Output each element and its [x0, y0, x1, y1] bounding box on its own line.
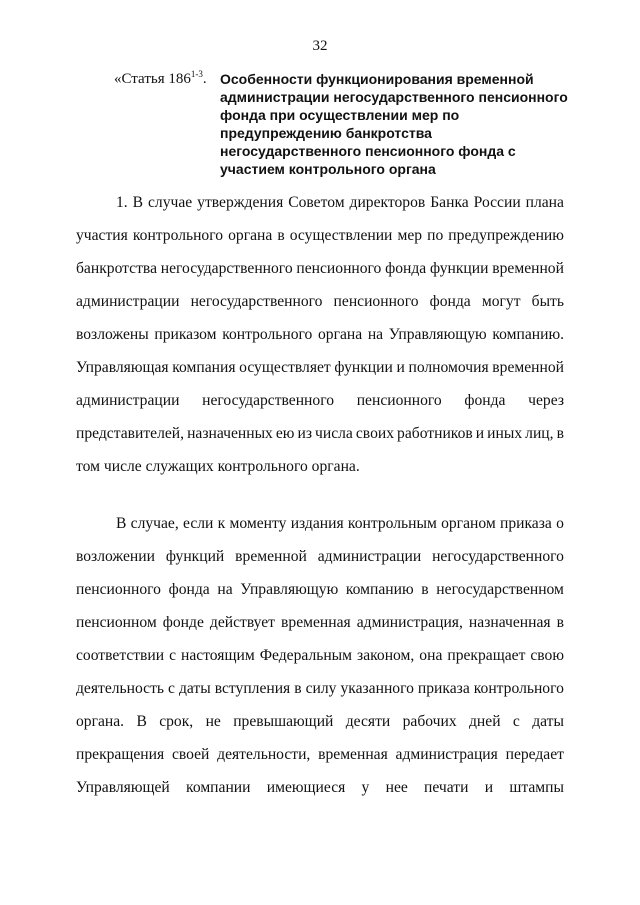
article-title	[220, 70, 580, 178]
article-title-line: предупреждению банкротства	[220, 125, 432, 141]
text-line: В случае, если к моменту издания контрольным органом приказа о	[116, 515, 564, 532]
text-line: администрации негосударственного пенсионного фонда через	[76, 392, 564, 409]
text-line: Управляющей компании имеющиеся у нее печати и штампы	[76, 779, 564, 796]
article-label-superscript: 1-3	[190, 69, 203, 79]
text-line: Управляющая компания осуществляет функции и полномочия временной	[76, 359, 564, 376]
article-label	[114, 70, 207, 89]
page-number: 32	[312, 38, 328, 54]
paragraph-1	[76, 186, 564, 483]
article-title-line: Особенности функционирования временной	[220, 71, 534, 87]
text-line: органа. В срок, не превышающий десяти рабочих дней с даты	[76, 713, 564, 730]
text-line: банкротства негосударственного пенсионного фонда функции временной	[76, 260, 564, 277]
article-label-prefix: «Статья 186	[114, 71, 191, 87]
article-title-line: администрации негосударственного пенсионного	[220, 89, 568, 105]
article-title-line: фонда при осуществлении мер по	[220, 107, 460, 123]
article-label-suffix: .	[202, 71, 207, 87]
text-line: прекращения своей деятельности, временная администрация передает	[76, 746, 564, 763]
text-line: представителей, назначенных ею из числа своих работников и иных лиц, в	[76, 425, 564, 442]
article-title-line: участием контрольного органа	[220, 161, 436, 177]
text-line: деятельность с даты вступления в силу указанного приказа контрольного	[76, 680, 564, 697]
text-line: соответствии с настоящим Федеральным законом, она прекращает свою	[76, 647, 564, 664]
paragraph-2	[76, 507, 564, 804]
text-line: пенсионного фонда на Управляющую компанию в негосударственном	[76, 581, 564, 598]
text-line: возложении функций временной администрации негосударственного	[76, 548, 564, 565]
text-line: том числе служащих контрольного органа.	[76, 458, 360, 475]
article-title-line: негосударственного пенсионного фонда с	[220, 143, 516, 159]
text-line: возложены приказом контрольного органа на Управляющую компанию.	[76, 326, 564, 343]
text-line: администрации негосударственного пенсионного фонда могут быть	[76, 293, 564, 310]
text-line: пенсионном фонде действует временная администрация, назначенная в	[76, 614, 564, 631]
article-body	[76, 186, 564, 804]
text-line: участия контрольного органа в осуществлении мер по предупреждению	[76, 227, 564, 244]
text-line: 1. В случае утверждения Советом директоров Банка России плана	[116, 194, 564, 211]
